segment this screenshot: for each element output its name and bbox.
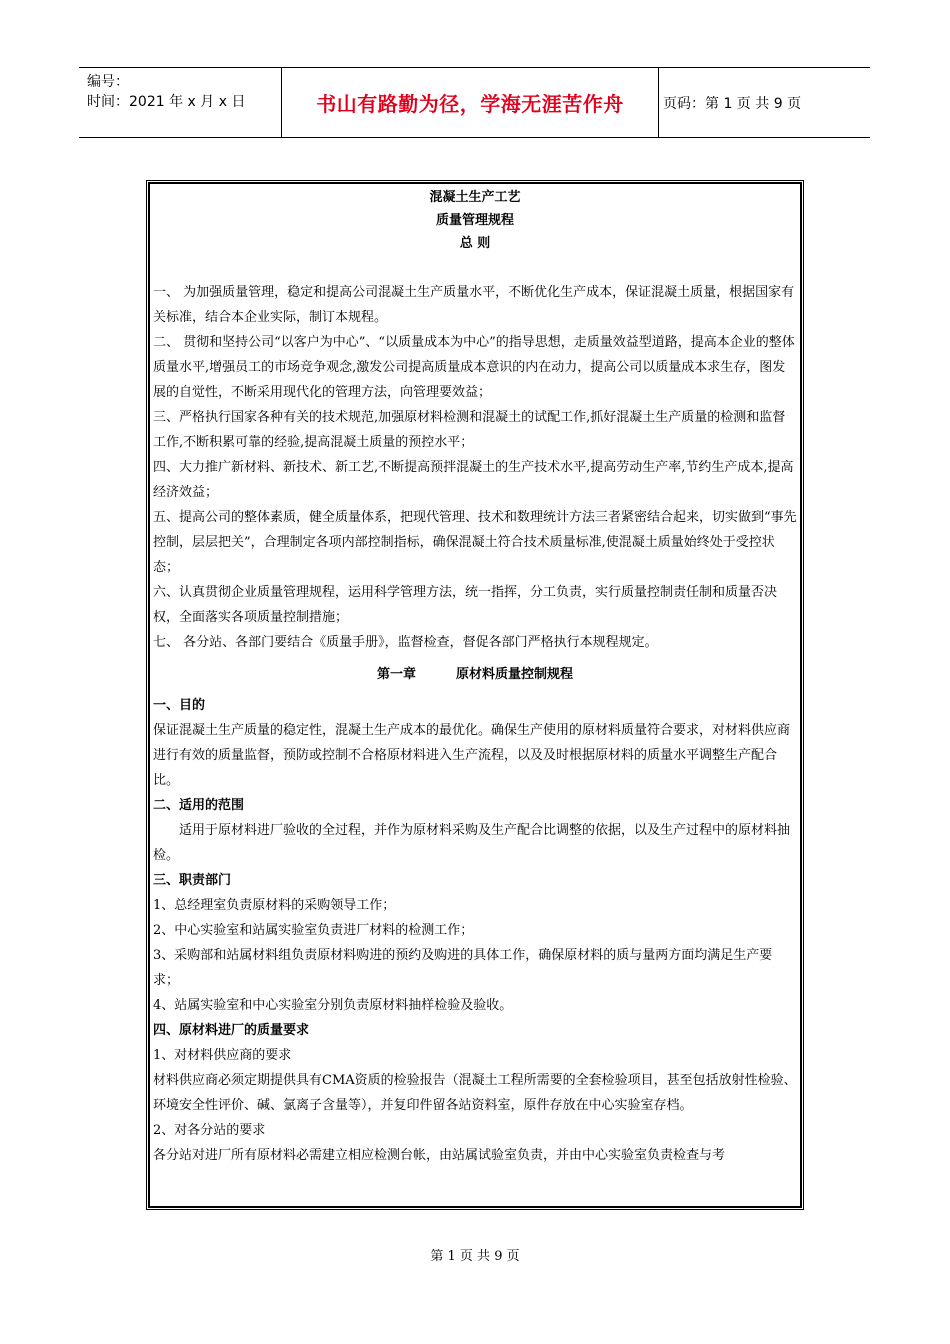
general-item: 三、严格执行国家各种有关的技术规范,加强原材料检测和混凝土的试配工作,抓好混凝土生产质量的检测和监督工作,不断积累可靠的经验,提高混凝土质量的预控水平； xyxy=(153,410,786,450)
list-item: 4、站属实验室和中心实验室分别负责原材料抽样检验及验收。 xyxy=(153,998,513,1013)
content-box xyxy=(148,182,802,1208)
chapter-title: 原材料质量控制规程 xyxy=(456,667,574,682)
list-item: 2、中心实验室和站属实验室负责进厂材料的检测工作； xyxy=(153,923,474,938)
chapter-number: 第一章 xyxy=(376,667,416,682)
list-item: 3、采购部和站属材料组负责原材料购进的预约及购进的具体工作，确保原材料的质与量两方面均满足生产要求； xyxy=(153,948,773,988)
subsection-title: 1、对材料供应商的要求 xyxy=(153,1048,292,1063)
section-title: 三、职责部门 xyxy=(153,873,232,888)
section-text: 材料供应商必须定期提供具有CMA资质的检验报告（混凝土工程所需要的全套检验项目，甚至包括放射性检验、环境安全性评价、碱、氯离子含量等），并复印件留各站资料室，原件存放在中心实验室存档。 xyxy=(153,1073,797,1113)
header-page-info: 页码：第 1 页 共 9 页 xyxy=(663,95,802,112)
time-label: 时间：2021 年 x 月 x 日 xyxy=(87,94,246,110)
doc-subtitle: 质量管理规程 xyxy=(435,213,514,228)
chapter-heading xyxy=(153,662,797,687)
section-title: 二、适用的范围 xyxy=(153,798,245,813)
doc-title: 混凝土生产工艺 xyxy=(429,190,521,205)
header-motto: 书山有路勤为径，学海无涯苦作舟 xyxy=(282,68,659,137)
general-item: 一、 为加强质量管理，稳定和提高公司混凝土生产质量水平，不断优化生产成本，保证混凝土质量，根据国家有关标准，结合本企业实际，制订本规程。 xyxy=(153,285,795,325)
page-header xyxy=(79,67,870,138)
section-text: 各分站对进厂所有原材料必需建立相应检测台帐，由站属试验室负责，并由中心实验室负责检查与考 xyxy=(153,1148,726,1163)
general-item: 五、提高公司的整体素质，健全质量体系，把现代管理、技术和数理统计方法三者紧密结合起来，切实做到“事先控制，层层把关”，合理制定各项内部控制指标，确保混凝土符合技术质量标准,使混凝土质量始终处于受控状态； xyxy=(153,510,797,575)
general-heading: 总 则 xyxy=(459,236,491,251)
section-title: 一、目的 xyxy=(153,698,206,713)
general-item: 七、 各分站、各部门要结合《质量手册》，监督检查，督促各部门严格执行本规程规定。 xyxy=(153,635,658,650)
general-item: 四、大力推广新材料、新技术、新工艺,不断提高预拌混凝土的生产技术水平,提高劳动生产率,节约生产成本,提高经济效益； xyxy=(153,460,794,500)
section-text: 保证混凝土生产质量的稳定性，混凝土生产成本的最优化。确保生产使用的原材料质量符合要求，对材料供应商进行有效的质量监督，预防或控制不合格原材料进入生产流程，以及及时根据原材料的质量水平调整生产配合比。 xyxy=(153,723,791,788)
subsection-title: 2、对各分站的要求 xyxy=(153,1123,266,1138)
list-item: 1、总经理室负责原材料的采购领导工作； xyxy=(153,898,396,913)
section-title: 四、原材料进厂的质量要求 xyxy=(153,1023,310,1038)
page-footer: 第 1 页 共 9 页 xyxy=(430,1249,520,1264)
general-item: 六、认真贯彻企业质量管理规程，运用科学管理方法，统一指挥，分工负责，实行质量控制责任制和质量否决权，全面落实各项质量控制措施； xyxy=(153,585,778,625)
number-label: 编号： xyxy=(87,74,129,90)
general-item: 二、 贯彻和坚持公司“以客户为中心”、“以质量成本为中心”的指导思想，走质量效益型道路，提高本企业的整体质量水平,增强员工的市场竞争观念,激发公司提高质量成本意识的内在动力，提高公司以质量成本求生存，图发展的自觉性，不断采用现代化的管理方法，向管理要效益； xyxy=(153,335,795,400)
header-meta xyxy=(79,68,282,137)
section-text: 适用于原材料进厂验收的全过程，并作为原材料采购及生产配合比调整的依据，以及生产过程中的原材料抽检。 xyxy=(153,823,791,863)
